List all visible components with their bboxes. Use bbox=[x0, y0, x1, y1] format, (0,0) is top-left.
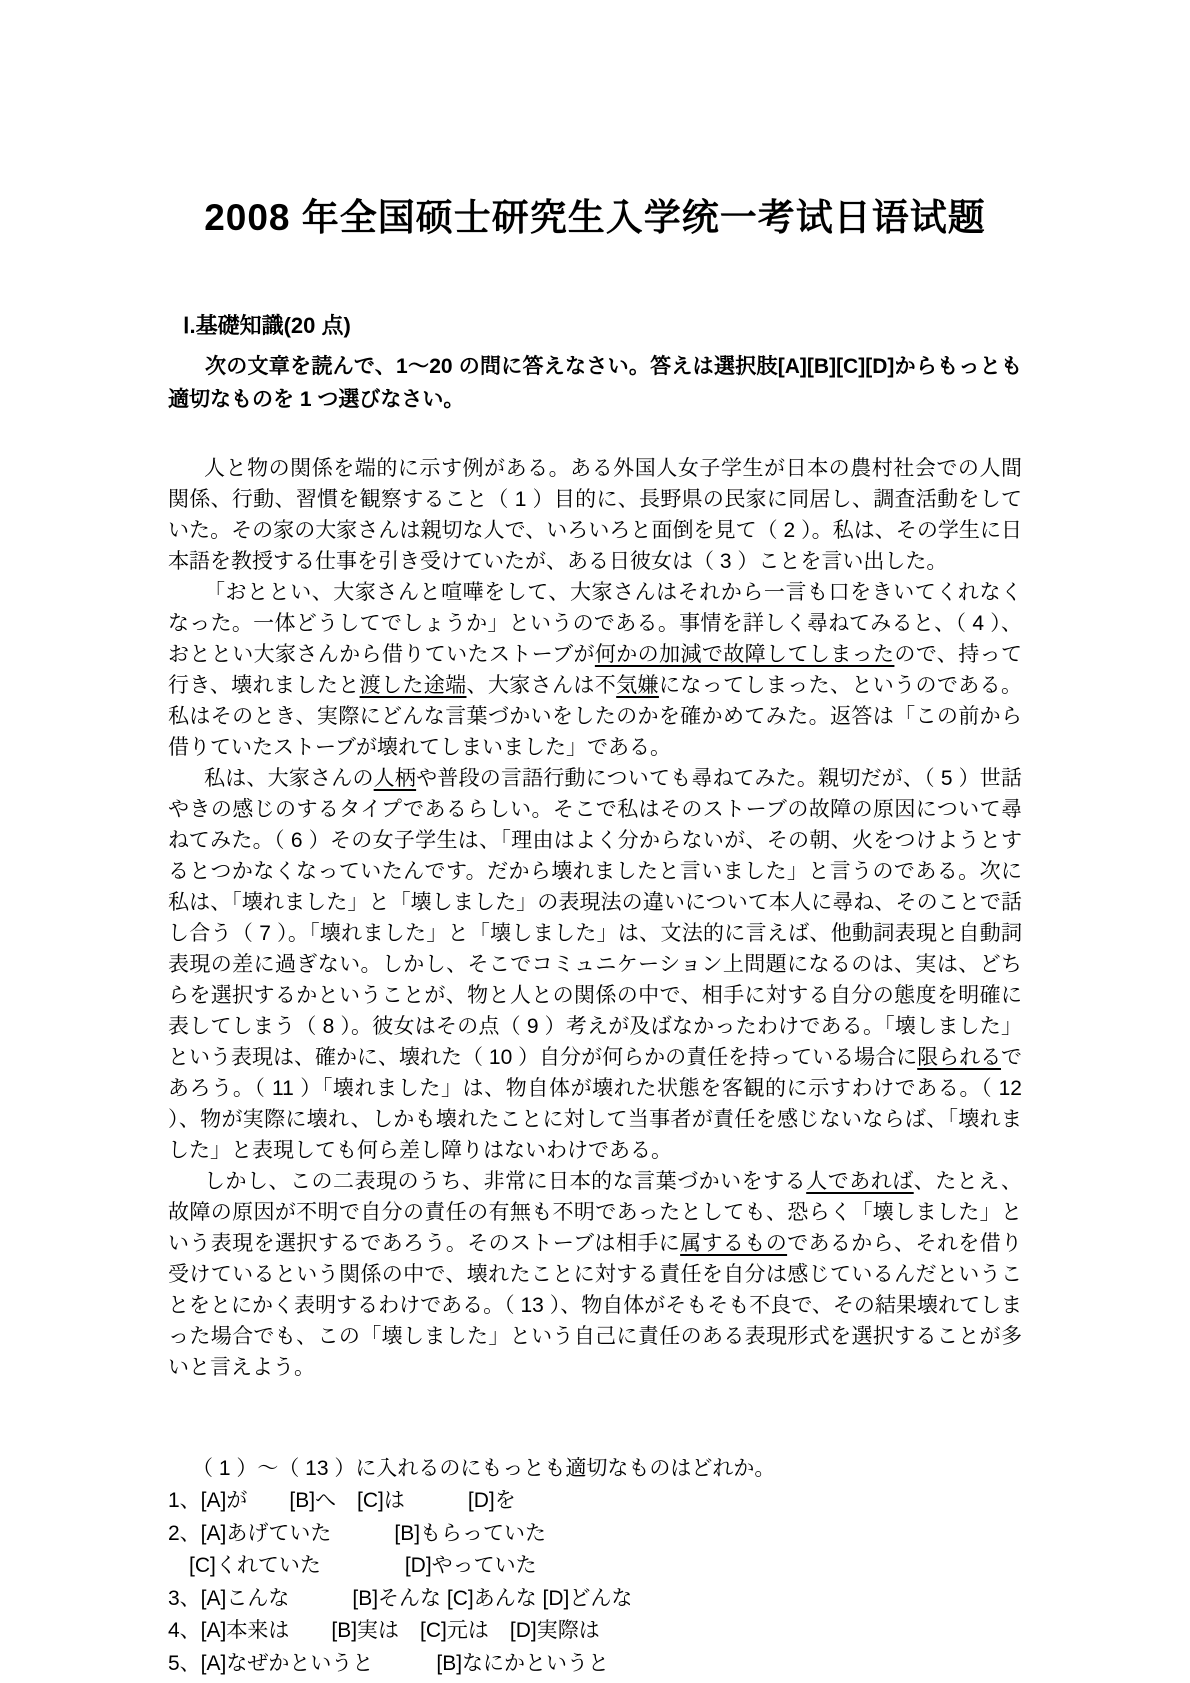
passage-paragraph-3 bbox=[168, 763, 1022, 1166]
text-segment: になってしまった、というのである。私はそのとき、実際にどんな言葉づかいをしたのかを確かめてみた。返答は「この前から借りていたストーブが壊れてしまいました」である。 bbox=[168, 674, 1023, 759]
section-instructions: 次の文章を読んで、1～20 の問に答えなさい。答えは選択肢[A][B][C][D]からもっとも適切なものを 1 つ選びなさい。 bbox=[168, 355, 1022, 411]
page-title: 2008 年全国硕士研究生入学统一考试日语试题 bbox=[204, 197, 986, 238]
text-segment: ので、持って行き、壊れましたと bbox=[168, 643, 1022, 697]
questions-block bbox=[168, 1453, 1022, 1680]
underlined-phrase: 限られる bbox=[917, 1046, 1001, 1069]
question-line-5: 5、[A]なぜかというと [B]なにかというと bbox=[168, 1651, 610, 1675]
underlined-phrase: 渡した途端 bbox=[359, 674, 467, 697]
text-segment: 人と物の関係を端的に示す例がある。ある外国人女子学生が日本の農村社会での人間関係、行動、習慣を観察すること（ 1 ）目的に、長野県の民家に同居し、調査活動をしていた。その家の大家さんは親切な人で、いろいろと面倒を見て（ 2 ）。私は、その学生に日本語を教授する仕事を引き受けていたが、ある日彼女は（ 3 ）ことを言い出した。 bbox=[168, 457, 1022, 573]
passage-paragraph-2 bbox=[168, 577, 1022, 763]
underlined-phrase: 人であれば bbox=[806, 1170, 914, 1193]
text-segment: 私は、大家さんの bbox=[204, 767, 374, 790]
section-heading: Ⅰ.基礎知識(20 点) bbox=[183, 313, 351, 338]
text-segment: であろう。（ 11 ）「壊れました」は、物自体が壊れた状態を客観的に示すわけである。（ 12 ）、物が実際に壊れ、しかも壊れたことに対して当事者が責任を感じないならば、「壊れました」と表現しても何ら差し障りはないわけである。 bbox=[168, 1046, 1022, 1162]
underlined-phrase: 気嫌 bbox=[616, 674, 659, 697]
underlined-phrase: 属するもの bbox=[680, 1232, 788, 1255]
question-line-4: 4、[A]本来は [B]実は [C]元は [D]実際は bbox=[168, 1619, 600, 1642]
text-segment: 「おととい、大家さんと喧嘩をして、大家さんはそれから一言も口をきいてくれなくなった。一体どうしてでしょうか」というのである。事情を詳しく尋ねてみると、（ 4 ）、おととい大家さんから借りていたストーブが bbox=[168, 581, 1022, 666]
question-line-1: 1、[A]が [B]へ [C]は [D]を bbox=[168, 1489, 516, 1512]
questions-prompt: （ 1 ）～（ 13 ）に入れるのにもっとも適切なものはどれか。 bbox=[192, 1457, 776, 1480]
text-segment: であるから、それを借り受けているという関係の中で、壊れたことに対する責任を自分は感じているんだということをとにかく表明するわけである。（ 13 ）、物自体がそもそも不良で、その結果壊れてしまった場合でも、この「壊しました」という自己に責任のある表現形式を選択することが多いと言えよう。 bbox=[168, 1232, 1023, 1379]
text-segment: や普段の言語行動についても尋ねてみた。親切だが、（ 5 ）世話やきの感じのするタイプであるらしい。そこで私はそのストーブの故障の原因について尋ねてみた。（ 6 ）その女子学生は、「理由はよく分からないが、その朝、火をつけようとするとつかなくなっていたんです。だから壊れましたと言いました」と言うのである。次に私は、「壊れました」と「壊しました」の表現法の違いについて本人に尋ね、そのことで話し合う（ 7 ）。「壊れました」と「壊しました」は、文法的に言えば、他動詞表現と自動詞表現の差に過ぎない。しかし、そこでコミュニケーション上問題になるのは、実は、どちらを選択するかということが、物と人との関係の中で、相手に対する自分の態度を明確に表してしまう（ 8 ）。彼女はその点（ 9 ）考えが及ばなかったわけである。「壊しました」という表現は、確かに、壊れた（ 10 ）自分が何らかの責任を持っている場合に bbox=[168, 767, 1023, 1069]
question-line-3: 3、[A]こんな [B]そんな [C]あんな [D]どんな bbox=[168, 1586, 633, 1610]
passage-paragraph-1 bbox=[168, 453, 1022, 577]
question-line-2b: [C]くれていた [D]やっていた bbox=[168, 1554, 537, 1577]
text-segment: 、たとえ、故障の原因が不明で自分の責任の有無も不明であったとしても、恐らく「壊しました」という表現を選択するであろう。そのストーブは相手に bbox=[168, 1170, 1023, 1255]
underlined-phrase: 何かの加減で故障してしまった bbox=[594, 643, 895, 666]
passage-paragraph-4 bbox=[168, 1166, 1022, 1383]
question-line-2a: 2、[A]あげていた [B]もらっていた bbox=[168, 1521, 547, 1545]
passage bbox=[168, 453, 1022, 1383]
text-segment: 、大家さんは不 bbox=[466, 674, 617, 697]
underlined-phrase: 人柄 bbox=[373, 767, 417, 790]
text-segment: しかし、この二表現のうち、非常に日本的な言葉づかいをする bbox=[204, 1170, 807, 1193]
